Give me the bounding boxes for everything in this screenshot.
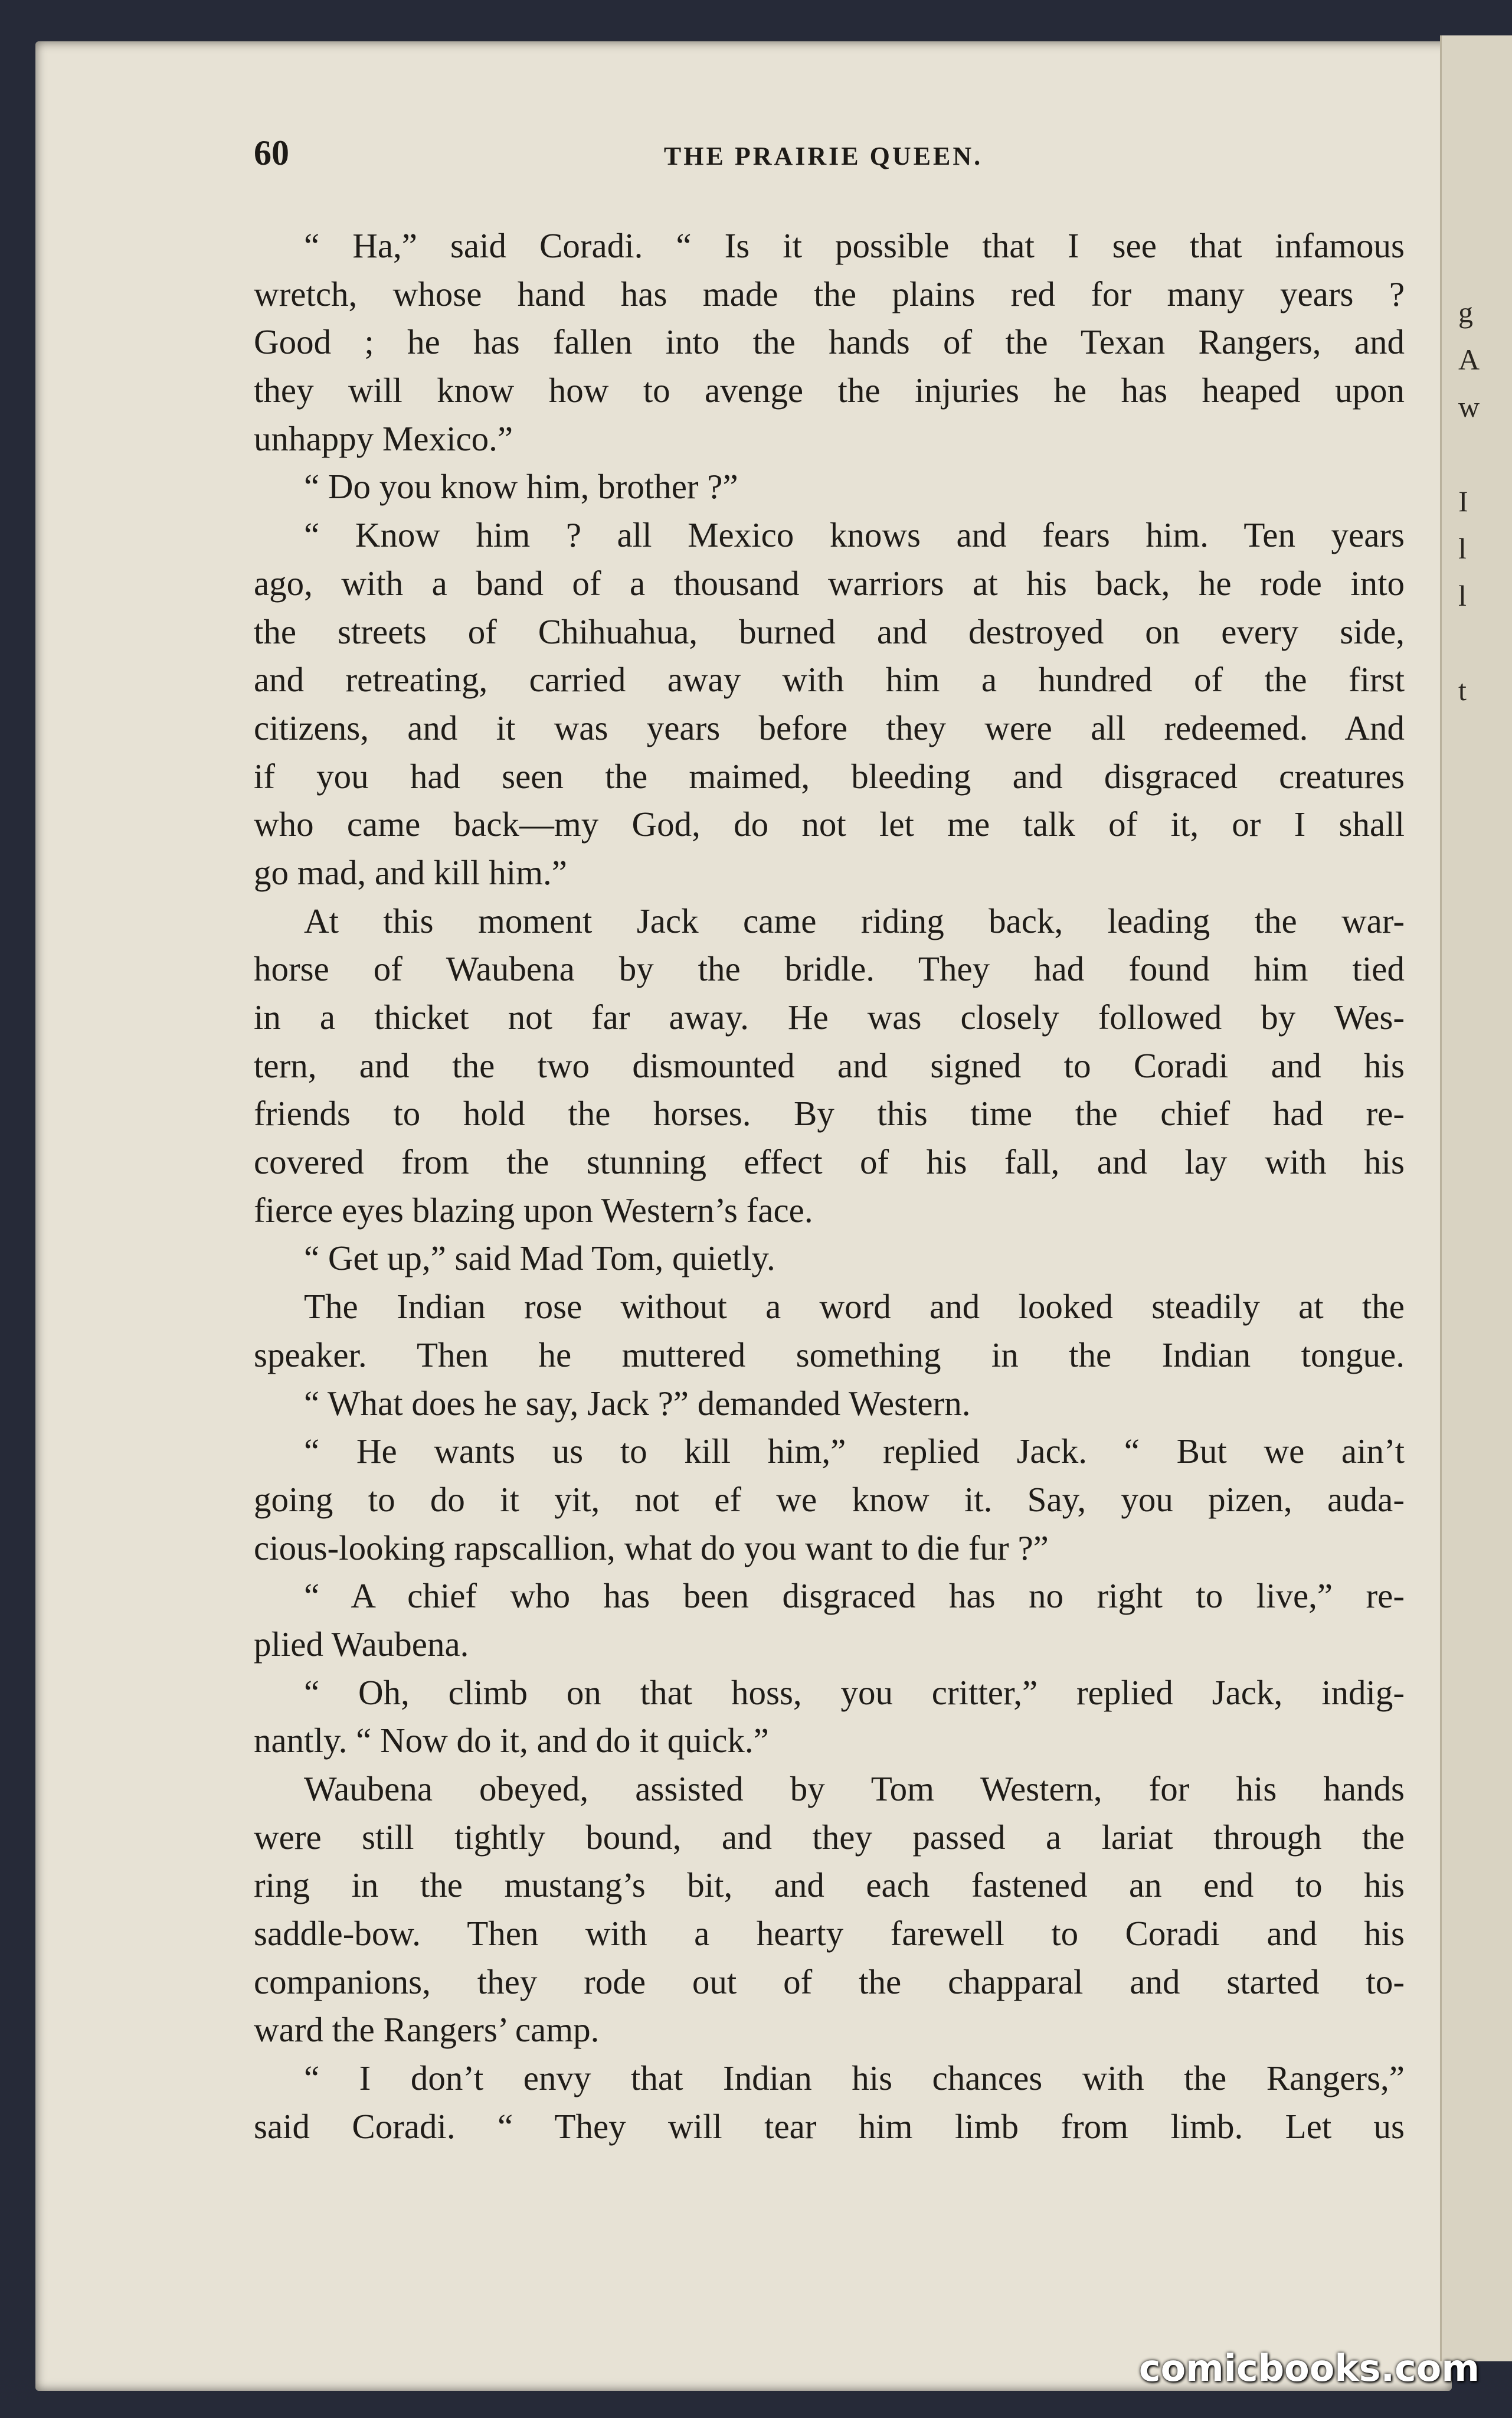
text-line: were still tightly bound, and they passed a lariat through the [254,1817,1405,1857]
page-header [254,133,1393,174]
body-text [254,222,1405,2151]
text-line: speaker. Then he muttered something in the Indian tongue. [254,1335,1405,1374]
text-line: covered from the stunning effect of his fall, and lay with his [254,1142,1405,1182]
text-line: cious-looking rapscallion, what do you want to die fur ?” [254,1528,1049,1567]
text-line: they will know how to avenge the injuries he has heaped upon [254,371,1405,410]
text-line: wretch, whose hand has made the plains red for many years ? [254,274,1405,313]
text-line: “ He wants us to kill him,” replied Jack. “ But we ain’t [304,1432,1405,1471]
text-line: fierce eyes blazing upon Western’s face. [254,1190,813,1230]
text-line: plied Waubena. [254,1624,469,1664]
text-line: “ A chief who has been disgraced has no right to live,” re- [304,1576,1405,1616]
text-line: Waubena obeyed, assisted by Tom Western, for his hands [304,1769,1405,1808]
running-head: THE PRAIRIE QUEEN. [663,142,983,171]
text-line: The Indian rose without a word and looked steadily at the [304,1287,1405,1326]
text-line: “ I don’t envy that Indian his chances with the Rangers,” [304,2058,1405,2098]
text-line: horse of Waubena by the bridle. They had found him tied [254,949,1405,989]
facing-page-letter: I [1458,485,1468,518]
text-line: nantly. “ Now do it, and do it quick.” [254,1721,769,1760]
facing-page-letter: l [1458,532,1467,565]
text-line: in a thicket not far away. He was closely followed by Wes- [254,998,1405,1037]
text-line: saddle-bow. Then with a hearty farewell to Coradi and his [254,1914,1405,1953]
text-line: who came back—my God, do not let me talk of it, or I shall [254,805,1405,844]
facing-page-letter: w [1458,390,1480,423]
text-line: unhappy Mexico.” [254,419,513,458]
text-line: “ Ha,” said Coradi. “ Is it possible that I see that infamous [304,226,1405,265]
facing-page-letter: A [1458,343,1480,376]
text-line: ward the Rangers’ camp. [254,2010,600,2050]
text-line: At this moment Jack came riding back, leading the war- [304,901,1405,940]
text-line: ago, with a band of a thousand warriors at his back, he rode into [254,563,1405,603]
text-line: friends to hold the horses. By this time the chief had re- [254,1094,1405,1133]
text-line: and retreating, carried away with him a hundred of the first [254,660,1405,700]
text-line: citizens, and it was years before they were all redeemed. And [254,708,1405,747]
facing-page-letter: t [1458,674,1467,707]
text-line: going to do it yit, not ef we know it. Say, you pizen, auda- [254,1479,1405,1519]
text-line: “ Oh, climb on that hoss, you critter,” replied Jack, indig- [304,1672,1405,1712]
facing-page-letter: g [1458,296,1473,329]
text-line: “ What does he say, Jack ?” demanded Western. [304,1383,971,1423]
text-line: if you had seen the maimed, bleeding and disgraced creatures [254,756,1405,796]
facing-page-edge [1440,35,1512,2361]
page-number: 60 [254,133,289,172]
text-line: tern, and the two dismounted and signed to Coradi and his [254,1045,1405,1085]
facing-page-letter: l [1458,579,1467,612]
text-line: Good ; he has fallen into the hands of the Texan Rangers, and [254,322,1405,362]
text-line: the streets of Chihuahua, burned and destroyed on every side, [254,612,1405,651]
watermark: comicbooks.com [1138,2347,1480,2390]
text-line: “ Get up,” said Mad Tom, quietly. [304,1239,775,1278]
text-line: go mad, and kill him.” [254,852,567,892]
text-line: ring in the mustang’s bit, and each fastened an end to his [254,1865,1405,1905]
text-line: companions, they rode out of the chapparal and started to- [254,1962,1405,2001]
text-line: “ Know him ? all Mexico knows and fears him. Ten years [304,515,1405,555]
text-line: “ Do you know him, brother ?” [304,467,738,507]
text-line: said Coradi. “ They will tear him limb from limb. Let us [254,2106,1405,2146]
